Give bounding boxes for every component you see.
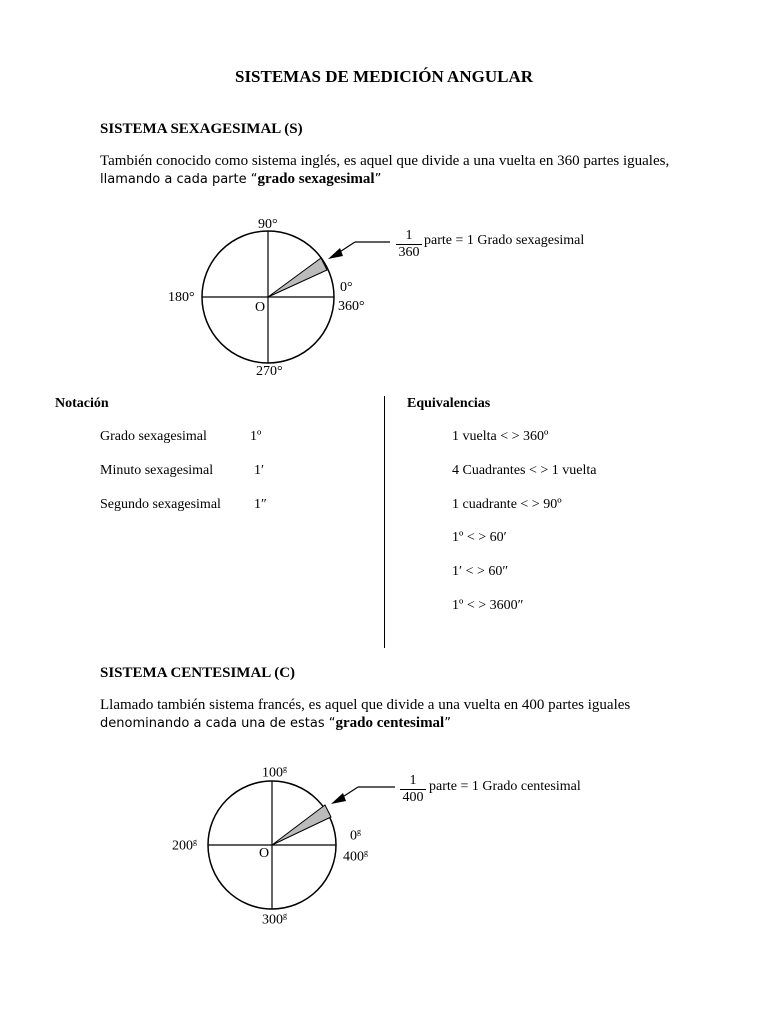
- sector-wedge: [272, 805, 331, 845]
- fraction-denominator: 360: [398, 245, 420, 260]
- notacion-row-label: Grado sexagesimal: [100, 429, 207, 444]
- paragraph-text: llamando a cada parte “: [100, 172, 258, 187]
- fraction-caption: parte = 1 Grado centesimal: [429, 779, 581, 794]
- label-value: 0: [350, 828, 357, 844]
- label-value: 400: [343, 849, 364, 865]
- arrow-head-icon: [331, 793, 346, 804]
- centesimal-paragraph-line1: Llamado también sistema francés, es aquel que divide a una vuelta en 400 partes iguales: [100, 697, 631, 713]
- equivalencia-item: 1º < > 60′: [452, 530, 507, 545]
- unit-superscript: g: [283, 911, 287, 920]
- notacion-row-label: Segundo sexagesimal: [100, 497, 221, 512]
- label-90: 90°: [258, 217, 278, 232]
- label-0: 0°: [340, 280, 353, 295]
- fraction-denominator: 400: [402, 790, 424, 805]
- fraction-numerator: 1: [409, 773, 417, 788]
- notacion-row-symbol: 1″: [254, 497, 267, 512]
- label-360: 360°: [338, 299, 365, 314]
- label-400g: [343, 848, 368, 866]
- equivalencia-item: 4 Cuadrantes < > 1 vuelta: [452, 463, 597, 478]
- fraction-numerator: 1: [405, 228, 413, 243]
- label-value: 200: [172, 838, 193, 854]
- paragraph-text: ”: [444, 716, 451, 731]
- origin-label: O: [259, 846, 270, 861]
- equivalencia-item: 1 cuadrante < > 90º: [452, 497, 562, 512]
- section-heading-sexagesimal: SISTEMA SEXAGESIMAL (S): [100, 121, 303, 137]
- page-title: SISTEMAS DE MEDICIÓN ANGULAR: [234, 67, 534, 86]
- label-300g: [262, 911, 287, 929]
- label-value: 100: [262, 765, 283, 781]
- label-0g: [350, 827, 361, 845]
- equivalencia-item: 1 vuelta < > 360º: [452, 429, 549, 444]
- notacion-row-symbol: 1º: [250, 429, 262, 444]
- label-180: 180°: [168, 290, 195, 305]
- equivalencias-heading: Equivalencias: [407, 396, 491, 411]
- equivalencia-item: 1′ < > 60″: [452, 564, 509, 579]
- label-270: 270°: [256, 364, 283, 379]
- notacion-row-symbol: 1′: [254, 463, 265, 478]
- unit-superscript: g: [364, 848, 368, 857]
- sexagesimal-paragraph-line1: También conocido como sistema inglés, es aquel que divide a una vuelta en 360 partes iguales,: [100, 153, 670, 169]
- origin-label: O: [255, 300, 266, 315]
- label-200g: [172, 837, 197, 855]
- notacion-row-label: Minuto sexagesimal: [100, 463, 214, 478]
- unit-superscript: g: [283, 764, 287, 773]
- fraction-caption: parte = 1 Grado sexagesimal: [424, 233, 585, 248]
- term-grado-sexagesimal: grado sexagesimal: [257, 171, 375, 187]
- label-value: 300: [262, 912, 283, 928]
- unit-superscript: g: [193, 837, 197, 846]
- term-grado-centesimal: grado centesimal: [335, 715, 445, 731]
- label-100g: [262, 764, 287, 782]
- fraction-1-400: [400, 774, 426, 805]
- equivalencia-item: 1º < > 3600″: [452, 598, 524, 613]
- section-heading-centesimal: SISTEMA CENTESIMAL (C): [100, 665, 296, 681]
- paragraph-text: ”: [374, 172, 382, 187]
- notacion-heading: Notación: [55, 396, 109, 411]
- unit-superscript: g: [357, 827, 361, 836]
- paragraph-text: denominando a cada una de estas “: [100, 716, 336, 731]
